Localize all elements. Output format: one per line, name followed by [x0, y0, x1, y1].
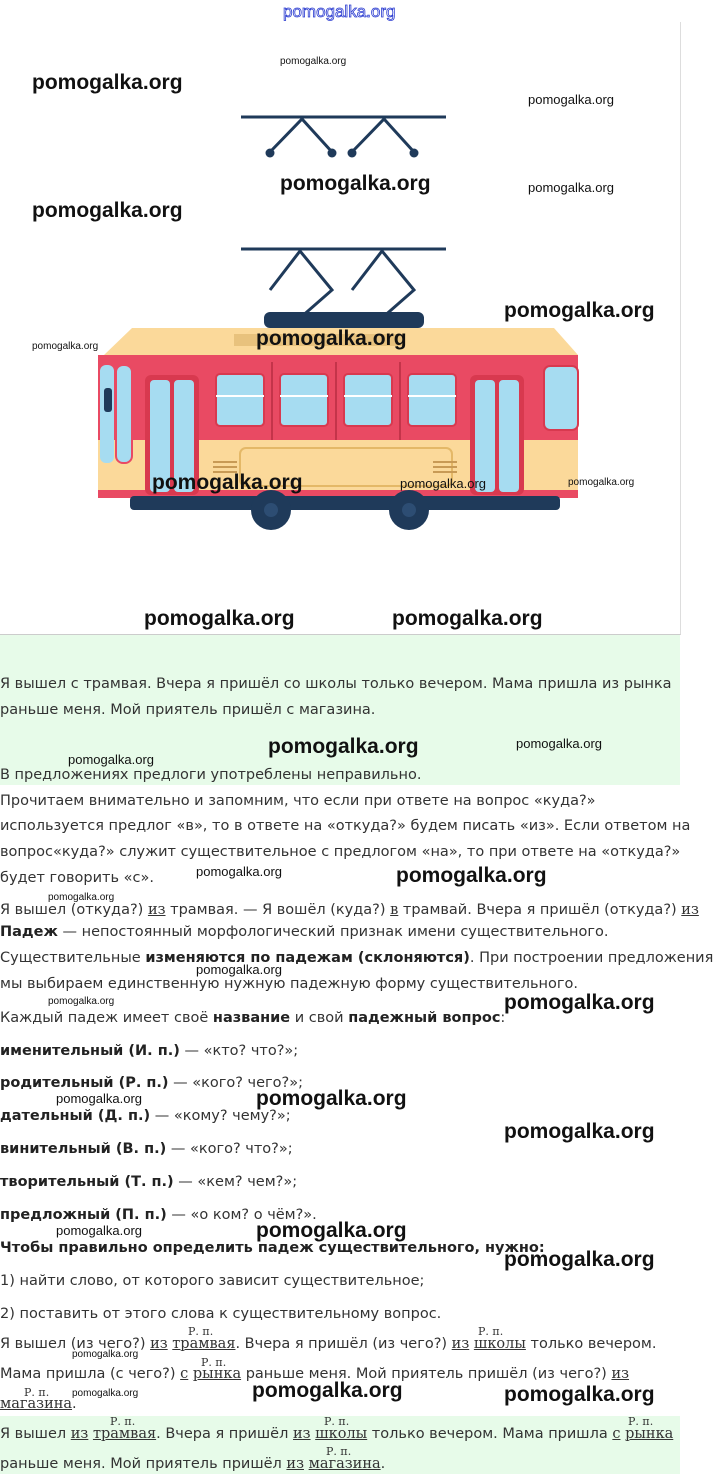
watermark: pomogalka.org — [568, 477, 635, 488]
analysis-line: Я вышел (из чего?) из трамвая. Вчера я пришёл (из чего?) из школы только вечером. — [0, 1336, 657, 1352]
case-mark: Р. п. — [188, 1325, 214, 1338]
watermark: pomogalka.org — [280, 56, 347, 67]
rule-title: Чтобы правильно определить падеж существительного, нужно: — [0, 1240, 545, 1256]
watermark: pomogalka.org — [504, 991, 655, 1014]
case-mark: Р. п. — [110, 1415, 136, 1428]
final-line: Я вышел из трамвая. Вчера я пришёл из школы только вечером. Мама пришла с рынка — [0, 1426, 674, 1442]
watermark: pomogalka.org — [252, 1379, 403, 1402]
each-line: Каждый падеж имеет своё название и свой падежный вопрос: — [0, 1010, 506, 1026]
example-line: Я вышел (откуда?) из трамвая. — Я вошёл (куда?) в трамвай. Вчера я пришёл (откуда?) из — [0, 902, 699, 918]
watermark: pomogalka.org — [144, 607, 295, 630]
explain-line: Прочитаем внимательно и запомним, что если при ответе на вопрос «куда?» — [0, 793, 596, 809]
choose-line: мы выбираем единственную нужную падежную форму существительного. — [0, 976, 579, 992]
case-item: предложный (П. п.) — «о ком? о чём?». — [0, 1207, 317, 1223]
watermark: pomogalka.org — [504, 1248, 655, 1271]
watermark: pomogalka.org — [268, 735, 419, 758]
case-mark: Р. п. — [24, 1386, 50, 1399]
analysis-line: Мама пришла (с чего?) с рынка раньше меня. Мой приятель пришёл (из чего?) из — [0, 1366, 630, 1382]
watermark: pomogalka.org — [32, 199, 183, 222]
watermark: pomogalka.org — [152, 471, 303, 494]
watermark: pomogalka.org — [68, 752, 154, 767]
case-mark: Р. п. — [324, 1415, 350, 1428]
site-link[interactable]: pomogalka.org — [283, 2, 396, 21]
case-mark: Р. п. — [478, 1325, 504, 1338]
pantograph-upper — [241, 117, 446, 152]
watermark: pomogalka.org — [196, 864, 282, 879]
watermark: pomogalka.org — [280, 172, 431, 195]
watermark: pomogalka.org — [32, 71, 183, 94]
watermark: pomogalka.org — [392, 607, 543, 630]
explain-line: вопрос«куда?» служит существительное с предлогом «на», то при ответе на «откуда?» — [0, 844, 681, 860]
explain-line: используется предлог «в», то в ответе на «откуда?» будем писать «из». Если ответом на — [0, 818, 691, 834]
watermark: pomogalka.org — [72, 1349, 139, 1360]
case-item: именительный (И. п.) — «кто? что?»; — [0, 1043, 299, 1059]
case-mark: Р. п. — [201, 1356, 227, 1369]
analysis-line: магазина. — [0, 1396, 77, 1412]
watermark: pomogalka.org — [256, 1087, 407, 1110]
watermark: pomogalka.org — [504, 1120, 655, 1143]
case-item: винительный (В. п.) — «кого? что?»; — [0, 1141, 293, 1157]
watermark: pomogalka.org — [48, 996, 115, 1007]
watermark: pomogalka.org — [48, 892, 115, 903]
task-line: раньше меня. Мой приятель пришёл с магазина. — [0, 702, 376, 718]
watermark: pomogalka.org — [196, 962, 282, 977]
watermark: pomogalka.org — [516, 736, 602, 751]
case-item: творительный (Т. п.) — «кем? чем?»; — [0, 1174, 298, 1190]
case-item: родительный (Р. п.) — «кого? чего?»; — [0, 1075, 303, 1091]
watermark: pomogalka.org — [504, 299, 655, 322]
case-mark: Р. п. — [326, 1445, 352, 1458]
pantograph-lower — [241, 249, 446, 318]
watermark: pomogalka.org — [56, 1091, 142, 1106]
watermark: pomogalka.org — [56, 1223, 142, 1238]
watermark: pomogalka.org — [396, 864, 547, 887]
rule-step: 2) поставить от этого слова к существительному вопрос. — [0, 1306, 442, 1322]
watermark: pomogalka.org — [528, 92, 614, 107]
watermark: pomogalka.org — [256, 327, 407, 350]
watermark: pomogalka.org — [72, 1388, 139, 1399]
final-line: раньше меня. Мой приятель пришёл из магазина. — [0, 1456, 386, 1472]
watermark: pomogalka.org — [400, 476, 486, 491]
case-item: дательный (Д. п.) — «кому? чему?»; — [0, 1108, 291, 1124]
task-line: Я вышел с трамвая. Вчера я пришёл со школы только вечером. Мама пришла из рынка — [0, 676, 672, 692]
explain-line: будет говорить «с». — [0, 870, 154, 886]
watermark: pomogalka.org — [32, 341, 99, 352]
watermark: pomogalka.org — [528, 180, 614, 195]
case-mark: Р. п. — [628, 1415, 654, 1428]
change-line: Существительные изменяются по падежам (склоняются). При построении предложения — [0, 950, 713, 966]
watermark: pomogalka.org — [504, 1383, 655, 1406]
rule-step: 1) найти слово, от которого зависит существительное; — [0, 1273, 425, 1289]
padezh-definition: Падеж — непостоянный морфологический признак имени существительного. — [0, 924, 609, 940]
watermark: pomogalka.org — [256, 1219, 407, 1242]
answer-line: В предложениях предлоги употреблены неправильно. — [0, 767, 422, 783]
